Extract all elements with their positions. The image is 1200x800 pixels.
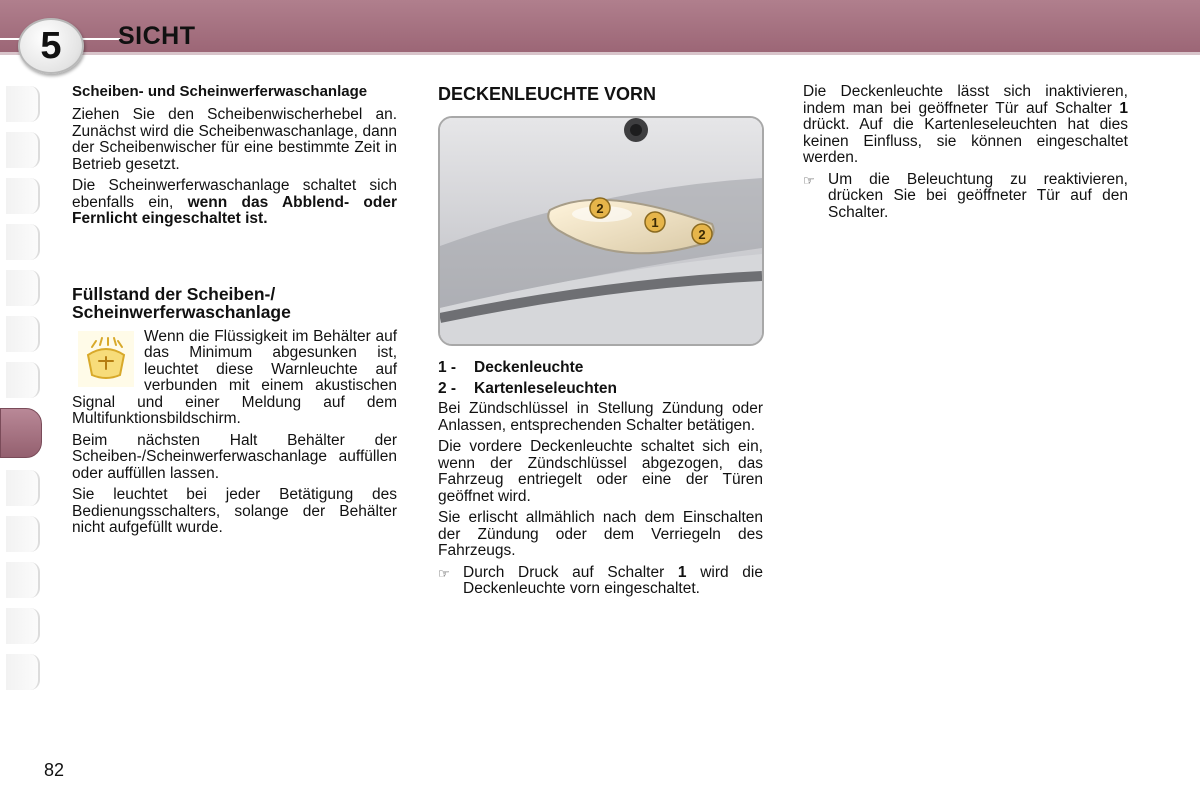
callout-label-map-light-right: 2 <box>698 227 706 242</box>
washer-fluid-warning-icon <box>78 331 134 387</box>
middle-column <box>438 84 763 598</box>
fluid-paragraph-1: Wenn die Flüssigkeit im Behälter auf das Minimum abgesunken ist, leuchtet diese Warnleuchte auf verbunden mit einem akustischen Signal und einer Meldung auf dem Multifunktionsbildschirm. <box>72 327 397 427</box>
deactivate-paragraph <box>803 84 1128 167</box>
callout-label-ceiling-light: 1 <box>651 215 659 230</box>
ceiling-paragraph-2: Die vordere Deckenleuchte schaltet sich ein, wenn der Zündschlüssel abgezogen, das Fahrzeug entriegelt oder eine der Türen geöffnet wird. <box>438 438 763 505</box>
pointing-hand-icon: ☞ <box>803 172 815 188</box>
chapter-tab-active[interactable] <box>0 408 42 458</box>
chapter-tab[interactable] <box>6 470 40 506</box>
chapter-title: SICHT <box>118 22 196 50</box>
section-heading-ceiling-light: DECKENLEUCHTE VORN <box>438 84 657 104</box>
left-column <box>72 84 397 542</box>
chapter-tab[interactable] <box>6 132 40 168</box>
chapter-tab[interactable] <box>6 86 40 122</box>
instruction-switch-number: 1 <box>677 563 687 581</box>
reactivate-instruction-text: Um die Beleuchtung zu reaktivieren, drücken Sie bei geöffneter Tür auf den Schalter. <box>828 170 1128 221</box>
chapter-number-badge: 5 <box>18 18 84 74</box>
deactivate-text-before: Die Deckenleuchte lässt sich inaktivieren, indem man bei geöffneter Tür auf Schalter <box>803 83 1128 117</box>
callout-label-map-light-left: 2 <box>596 201 604 216</box>
washer-paragraph-2 <box>72 178 397 228</box>
chapter-tab[interactable] <box>6 608 40 644</box>
ceiling-paragraph-3: Sie erlischt allmählich nach dem Einschalten der Zündung oder dem Verriegeln des Fahrzeugs. <box>438 509 763 559</box>
ceiling-instruction <box>438 565 763 598</box>
washer-paragraph-1: Ziehen Sie den Scheibenwischerhebel an. Zunächst wird die Scheibenwaschanlage, dann der Scheibenwischer für eine bestimmte Zeit in Betrieb gesetzt. <box>72 106 397 173</box>
instruction-text-before: Durch Druck auf Schalter <box>463 563 665 581</box>
chapter-tab[interactable] <box>6 224 40 260</box>
washer-paragraph-2-bold: wenn das Abblend- oder Fernlicht eingeschaltet ist. <box>72 193 397 227</box>
ceiling-paragraph-1: Bei Zündschlüssel in Stellung Zündung oder Anlassen, entsprechenden Schalter betätigen. <box>438 400 763 434</box>
chapter-tab[interactable] <box>6 516 40 552</box>
chapter-tab[interactable] <box>6 178 40 214</box>
chapter-tab[interactable] <box>6 362 40 398</box>
fluid-warning-block <box>72 329 397 428</box>
legend-label: Kartenleseleuchten <box>474 379 617 397</box>
chapter-tab[interactable] <box>6 316 40 352</box>
legend-item <box>438 381 763 398</box>
pointing-hand-icon: ☞ <box>438 565 450 581</box>
washer-paragraph-2-plain: Die Scheinwerferwaschanlage schaltet sich ebenfalls ein, <box>72 177 397 211</box>
legend-number: 2 - <box>438 379 457 397</box>
page-number: 82 <box>44 760 65 780</box>
right-column <box>803 84 1128 221</box>
deactivate-switch-number: 1 <box>1119 99 1129 117</box>
legend-label: Deckenleuchte <box>474 359 584 376</box>
fluid-paragraph-3: Sie leuchtet bei jeder Betätigung des Bedienungsschalters, solange der Behälter nicht aufgefüllt wurde. <box>72 486 397 536</box>
legend-number: 1 - <box>438 359 457 376</box>
fluid-paragraph-2: Beim nächsten Halt Behälter der Scheiben-/Scheinwerferwaschanlage auffüllen oder auffüllen lassen. <box>72 431 397 482</box>
chapter-tab[interactable] <box>6 654 40 690</box>
deactivate-text-after: drückt. Auf die Kartenleseleuchten hat dies keinen Einfluss, sie können eingeschaltet werden. <box>803 116 1128 166</box>
legend-item <box>438 360 763 377</box>
ceiling-instruction-text <box>463 565 763 598</box>
chapter-tab[interactable] <box>6 562 40 598</box>
reactivate-instruction <box>803 172 1128 222</box>
section-heading-washer: Scheiben- und Scheinwerferwaschanlage <box>72 83 368 100</box>
ceiling-light-illustration <box>440 118 762 344</box>
ceiling-light-photo <box>438 116 764 346</box>
chapter-tab-rail <box>0 86 40 718</box>
chapter-tab[interactable] <box>6 270 40 306</box>
section-heading-fluid-level: Füllstand der Scheiben-/ Scheinwerferwaschanlage <box>72 283 291 322</box>
instruction-text-after: wird die Deckenleuchte vorn eingeschaltet. <box>463 563 763 597</box>
